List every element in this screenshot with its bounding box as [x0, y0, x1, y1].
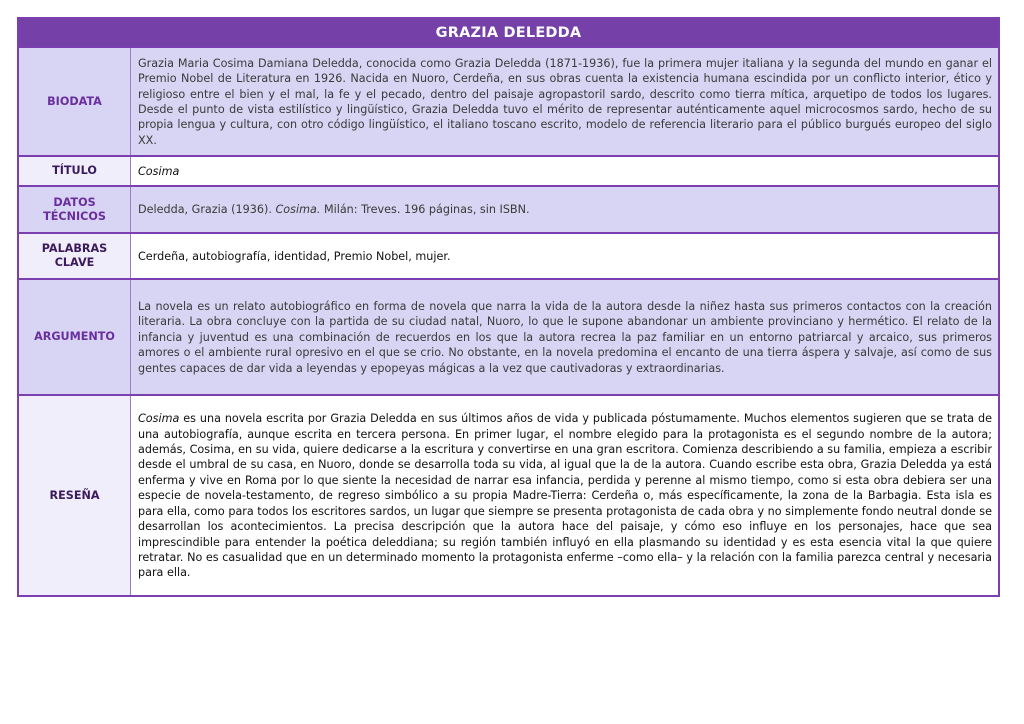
datos-citation: Deledda, Grazia (1936). — [138, 203, 276, 217]
resena-body: es una novela escrita por Grazia Deledda en sus últimos años de vida y publicada póstumamente. Muchos elementos sugieren que se trata de una autobiografía, aunque escrita en tercera persona. En primer lugar, el nombre elegido para la protagonista es el segundo nombre de la autora; además, Cosima, en su vida, quiere dedicarse a la escritura y convertirse en una gran escritora. Comienza describiendo a su familia, empieza a escribir desde el umbral de su casa, en Nuoro, donde se desarrolla toda su vida, al igual que la de la autora. Cuando escribe esta obra, Grazia Deledda ya está enferma y vive en Roma por lo que siente la necesidad de narrar esa infancia, perdida y perenne al mismo tiempo, como si esta obra debiera ser una especie de novela-testamento, de regreso simbólico a su propia Madre-Tierra: Cerdeña o, más específicamente, la zona de la Barbagia. Esta isla es para ella, como para todos los escritores sardos, un lugar que siempre se presenta protagonista de cada obra y no simplemente fondo neutral donde se desarrollan los acontecimientos. La precisa descripción que la autora hace del paisaje, y cómo eso influye en los personajes, hace que sea imprescindible para entender la poética deleddiana; su región también influyó en ella plasmando su identidad y es esta esencia vital la que quiere retratar. No es casualidad que en un determinado momento la protagonista enferme –como ella– y la relación con la familia parezca central y necesaria para ella. — [138, 412, 992, 580]
label-argumento: ARGUMENTO — [19, 280, 131, 394]
label-biodata: BIODATA — [19, 48, 131, 155]
content-argumento — [131, 280, 998, 394]
palabras-text: Cerdeña, autobiografía, identidad, Premio Nobel, mujer. — [138, 249, 451, 263]
argumento-text: La novela es un relato autobiográfico en forma de novela que narra la vida de la autora desde la niñez hasta sus primeros contactos con la creación literaria. La obra concluye con la partida de su ciudad natal, Nuoro, lo que le supone abandonar un ambiente provinciano y hermético. El relato de la infancia y juventud es una combinación de recuerdos en los que la autora recrea la paz familiar en un entorno patriarcal y arcaico, sus primeros amores o el ambiente rural opresivo en el que se crio. No obstante, en la novela predomina el encanto de una tierra áspera y salvaje, así como de sus gentes capaces de dar vida a leyendas y epopeyas mágicas a la vez que cautivadoras y extraordinarias. — [138, 299, 992, 375]
label-palabras-clave: PALABRAS CLAVE — [19, 234, 131, 278]
datos-book-title: Cosima. — [275, 203, 321, 217]
content-biodata — [131, 48, 998, 155]
content-resena — [131, 396, 998, 595]
row-biodata — [19, 46, 998, 155]
content-datos-tecnicos — [131, 187, 998, 232]
page-title: GRAZIA DELEDDA — [19, 19, 998, 46]
ficha-card — [17, 17, 1000, 597]
row-argumento — [19, 278, 998, 394]
label-resena: RESEÑA — [19, 396, 131, 595]
row-resena — [19, 394, 998, 595]
label-datos-tecnicos: DATOS TÉCNICOS — [19, 187, 131, 232]
biodata-text: Grazia Maria Cosima Damiana Deledda, conocida como Grazia Deledda (1871-1936), fue la primera mujer italiana y la segunda del mundo en ganar el Premio Nobel de Literatura en 1926. Nacida en Nuoro, Cerdeña, en sus obras cuenta la existencia humana escindida por un conflicto interior, ético y religioso entre el bien y el mal, la fe y el pecado, dentro del paisaje agropastoril sardo, descrito como tierra mítica, arquetipo de todos los lugares. Desde el punto de vista estilístico y lingüístico, Grazia Deledda tuvo el mérito de representar auténticamente aquel microcosmos sardo, hecho de su propia lengua y cultura, con otro código lingüístico, el italiano toscano escrito, modelo de referencia literario para el público burgués europeo del siglo XX. — [138, 56, 992, 147]
row-palabras-clave — [19, 232, 998, 278]
row-datos-tecnicos — [19, 185, 998, 232]
content-titulo — [131, 157, 998, 185]
content-palabras-clave — [131, 234, 998, 278]
titulo-text: Cosima — [138, 164, 180, 178]
label-titulo: TÍTULO — [19, 157, 131, 185]
resena-book-title: Cosima — [138, 412, 180, 426]
row-titulo — [19, 155, 998, 185]
datos-text — [138, 202, 992, 217]
resena-text — [138, 411, 992, 580]
datos-publisher: Milán: Treves. 196 páginas, sin ISBN. — [320, 203, 530, 217]
